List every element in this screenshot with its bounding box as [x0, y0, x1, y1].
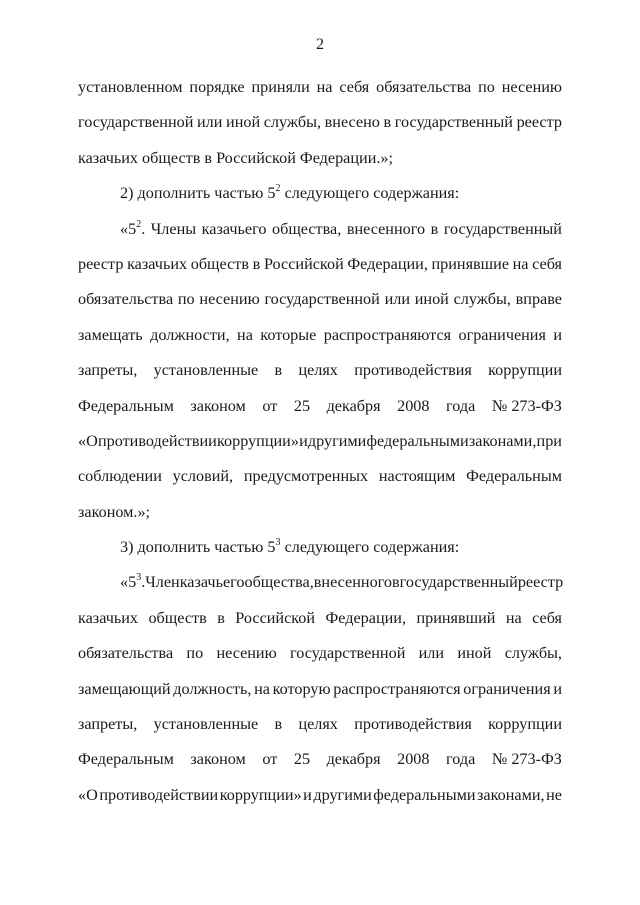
word: в: [392, 573, 400, 592]
word: себя: [532, 254, 562, 273]
word: на: [254, 679, 270, 698]
word: или: [197, 113, 223, 132]
text-line: [78, 601, 562, 636]
word: законом: [190, 750, 246, 769]
document-body: [78, 70, 562, 813]
amendment-clause: [78, 530, 562, 565]
word: целях: [298, 715, 338, 734]
word: Федеральным: [78, 750, 174, 769]
text-line: [78, 672, 562, 707]
word: коррупции»: [216, 431, 299, 450]
word: ограничения: [458, 325, 546, 344]
word: Федеральным: [466, 467, 562, 486]
word: в: [252, 254, 261, 273]
word: и: [553, 325, 562, 344]
word: общества,: [244, 573, 314, 592]
word: «О: [78, 785, 98, 804]
word: на: [316, 78, 333, 96]
word: государственной: [264, 290, 380, 309]
clause-text: 2) дополнить частью 5: [120, 184, 276, 203]
text-line: [78, 318, 562, 353]
word: противодействия: [354, 715, 472, 734]
word: должность,: [173, 679, 252, 698]
word: коррупции»: [219, 785, 302, 804]
word: федеральными: [366, 431, 469, 450]
word: реестр: [516, 113, 562, 132]
word: на: [237, 325, 253, 344]
word: законом: [190, 396, 246, 415]
word: в: [383, 113, 392, 132]
word: приняли: [251, 78, 310, 96]
word: или: [418, 644, 445, 663]
word: на: [512, 254, 529, 273]
text-line: [78, 282, 562, 317]
clause-text: следующего содержания:: [280, 184, 460, 203]
word: целях: [298, 361, 338, 380]
word: 2008: [397, 396, 430, 415]
word: замещающий: [78, 679, 171, 698]
word: государственный: [443, 219, 562, 238]
word: года: [446, 750, 476, 769]
word: вправе: [515, 290, 562, 309]
word: на: [505, 608, 522, 627]
word: и: [553, 679, 562, 698]
word: коррупции: [488, 715, 562, 734]
word: государственной: [289, 644, 406, 663]
word: внесенного: [313, 573, 392, 592]
text-line: [78, 636, 562, 671]
word: противодействии: [99, 785, 219, 804]
word: несению: [501, 78, 562, 96]
word: № 273-ФЗ: [491, 396, 562, 415]
word: которые: [260, 325, 317, 344]
word: не: [546, 785, 562, 804]
word: и: [299, 431, 308, 450]
word: года: [446, 396, 476, 415]
word: условий,: [172, 467, 234, 486]
word: федеральными: [373, 785, 476, 804]
word: обществ: [148, 608, 207, 627]
clause-text: 3) дополнить частью 5: [120, 538, 276, 557]
word: внесено: [324, 113, 380, 132]
word: обществ: [190, 254, 250, 273]
word: «О: [78, 431, 98, 450]
word: запреты,: [78, 361, 138, 380]
word: казачьего: [179, 573, 245, 592]
text-line: [78, 565, 562, 600]
word: 2008: [397, 750, 430, 769]
word: по: [177, 290, 195, 309]
word: установленные: [153, 361, 259, 380]
word: которую: [272, 679, 331, 698]
word: казачьих: [78, 608, 139, 627]
word: в: [430, 219, 439, 238]
word: общества,: [271, 219, 342, 238]
word: ограничения: [463, 679, 551, 698]
word: иной: [414, 290, 449, 309]
word: установленном: [78, 78, 183, 96]
superscript: 2: [275, 183, 281, 195]
word: Федерации,: [325, 608, 406, 627]
word: себя: [339, 78, 370, 96]
word: Член: [145, 573, 180, 592]
word: казачьего: [201, 219, 267, 238]
word: декабря: [326, 750, 381, 769]
text-line: [78, 247, 562, 282]
word: внесенного: [346, 219, 426, 238]
word: установленные: [153, 715, 259, 734]
word: замещать: [78, 325, 143, 344]
word: Федерации,: [347, 254, 428, 273]
clause-text: следующего содержания:: [280, 538, 460, 557]
word: в: [274, 361, 283, 380]
word: казачьих: [127, 254, 188, 273]
text-line: [78, 424, 562, 459]
word: законами,: [468, 431, 537, 450]
word: при: [536, 431, 562, 450]
word: № 273-ФЗ: [491, 750, 562, 769]
text-line: [78, 707, 562, 742]
amendment-clause: [78, 176, 562, 211]
word: принявший: [416, 608, 496, 627]
text-line: [78, 742, 562, 777]
word: принявшие: [431, 254, 509, 273]
part-number: «$5^3$.: [120, 572, 146, 592]
text-line: [78, 105, 562, 140]
word: несению: [199, 290, 260, 309]
word: реестр: [78, 254, 124, 273]
word: государственный: [394, 113, 513, 132]
word: себя: [532, 608, 562, 627]
word: запреты,: [78, 715, 138, 734]
text-line: [78, 353, 562, 388]
word: государственный: [399, 573, 518, 592]
text-line: [78, 70, 562, 105]
word: службы,: [453, 290, 511, 309]
text-line: [78, 778, 562, 813]
word: обязательства: [376, 78, 472, 96]
word: несению: [216, 644, 277, 663]
word: противодействии: [97, 431, 217, 450]
word: соблюдении: [78, 467, 162, 486]
word: обязательства: [78, 290, 174, 309]
text-line: [78, 212, 562, 247]
word: от: [262, 396, 278, 415]
word: или: [384, 290, 410, 309]
word: Федеральным: [78, 396, 174, 415]
word: и: [303, 785, 312, 804]
text-line: казачьих обществ в Российской Федерации.»;: [78, 148, 393, 167]
word: коррупции: [488, 361, 562, 380]
word: иной: [226, 113, 261, 132]
word: должности,: [150, 325, 230, 344]
word: законами,: [477, 785, 545, 804]
word: предусмотренных: [243, 467, 369, 486]
word: в: [274, 715, 283, 734]
superscript: 3: [275, 537, 281, 549]
word: государственной: [78, 113, 194, 132]
text-line: [78, 459, 562, 494]
word: настоящим: [378, 467, 456, 486]
word: 25: [293, 750, 311, 769]
page-number: 2: [316, 36, 324, 53]
word: иной: [457, 644, 492, 663]
word: 25: [293, 396, 311, 415]
text-line: [78, 389, 562, 424]
text-line: законом.»;: [78, 502, 151, 521]
word: службы,: [263, 113, 322, 132]
word: службы,: [504, 644, 562, 663]
word: Члены: [150, 219, 197, 238]
word: Российской: [263, 254, 344, 273]
word: противодействия: [354, 361, 472, 380]
word: декабря: [326, 396, 381, 415]
word: по: [186, 644, 204, 663]
word: распространяются: [323, 325, 452, 344]
word: от: [262, 750, 278, 769]
word: Российской: [235, 608, 316, 627]
word: по: [478, 78, 495, 96]
word: другими: [313, 785, 372, 804]
word: другими: [307, 431, 367, 450]
word: реестр: [517, 573, 564, 592]
word: порядке: [189, 78, 245, 96]
word: распространяются: [333, 679, 461, 698]
word: в: [217, 608, 225, 627]
part-number: «$5^2$.: [120, 218, 146, 238]
word: обязательства: [78, 644, 174, 663]
